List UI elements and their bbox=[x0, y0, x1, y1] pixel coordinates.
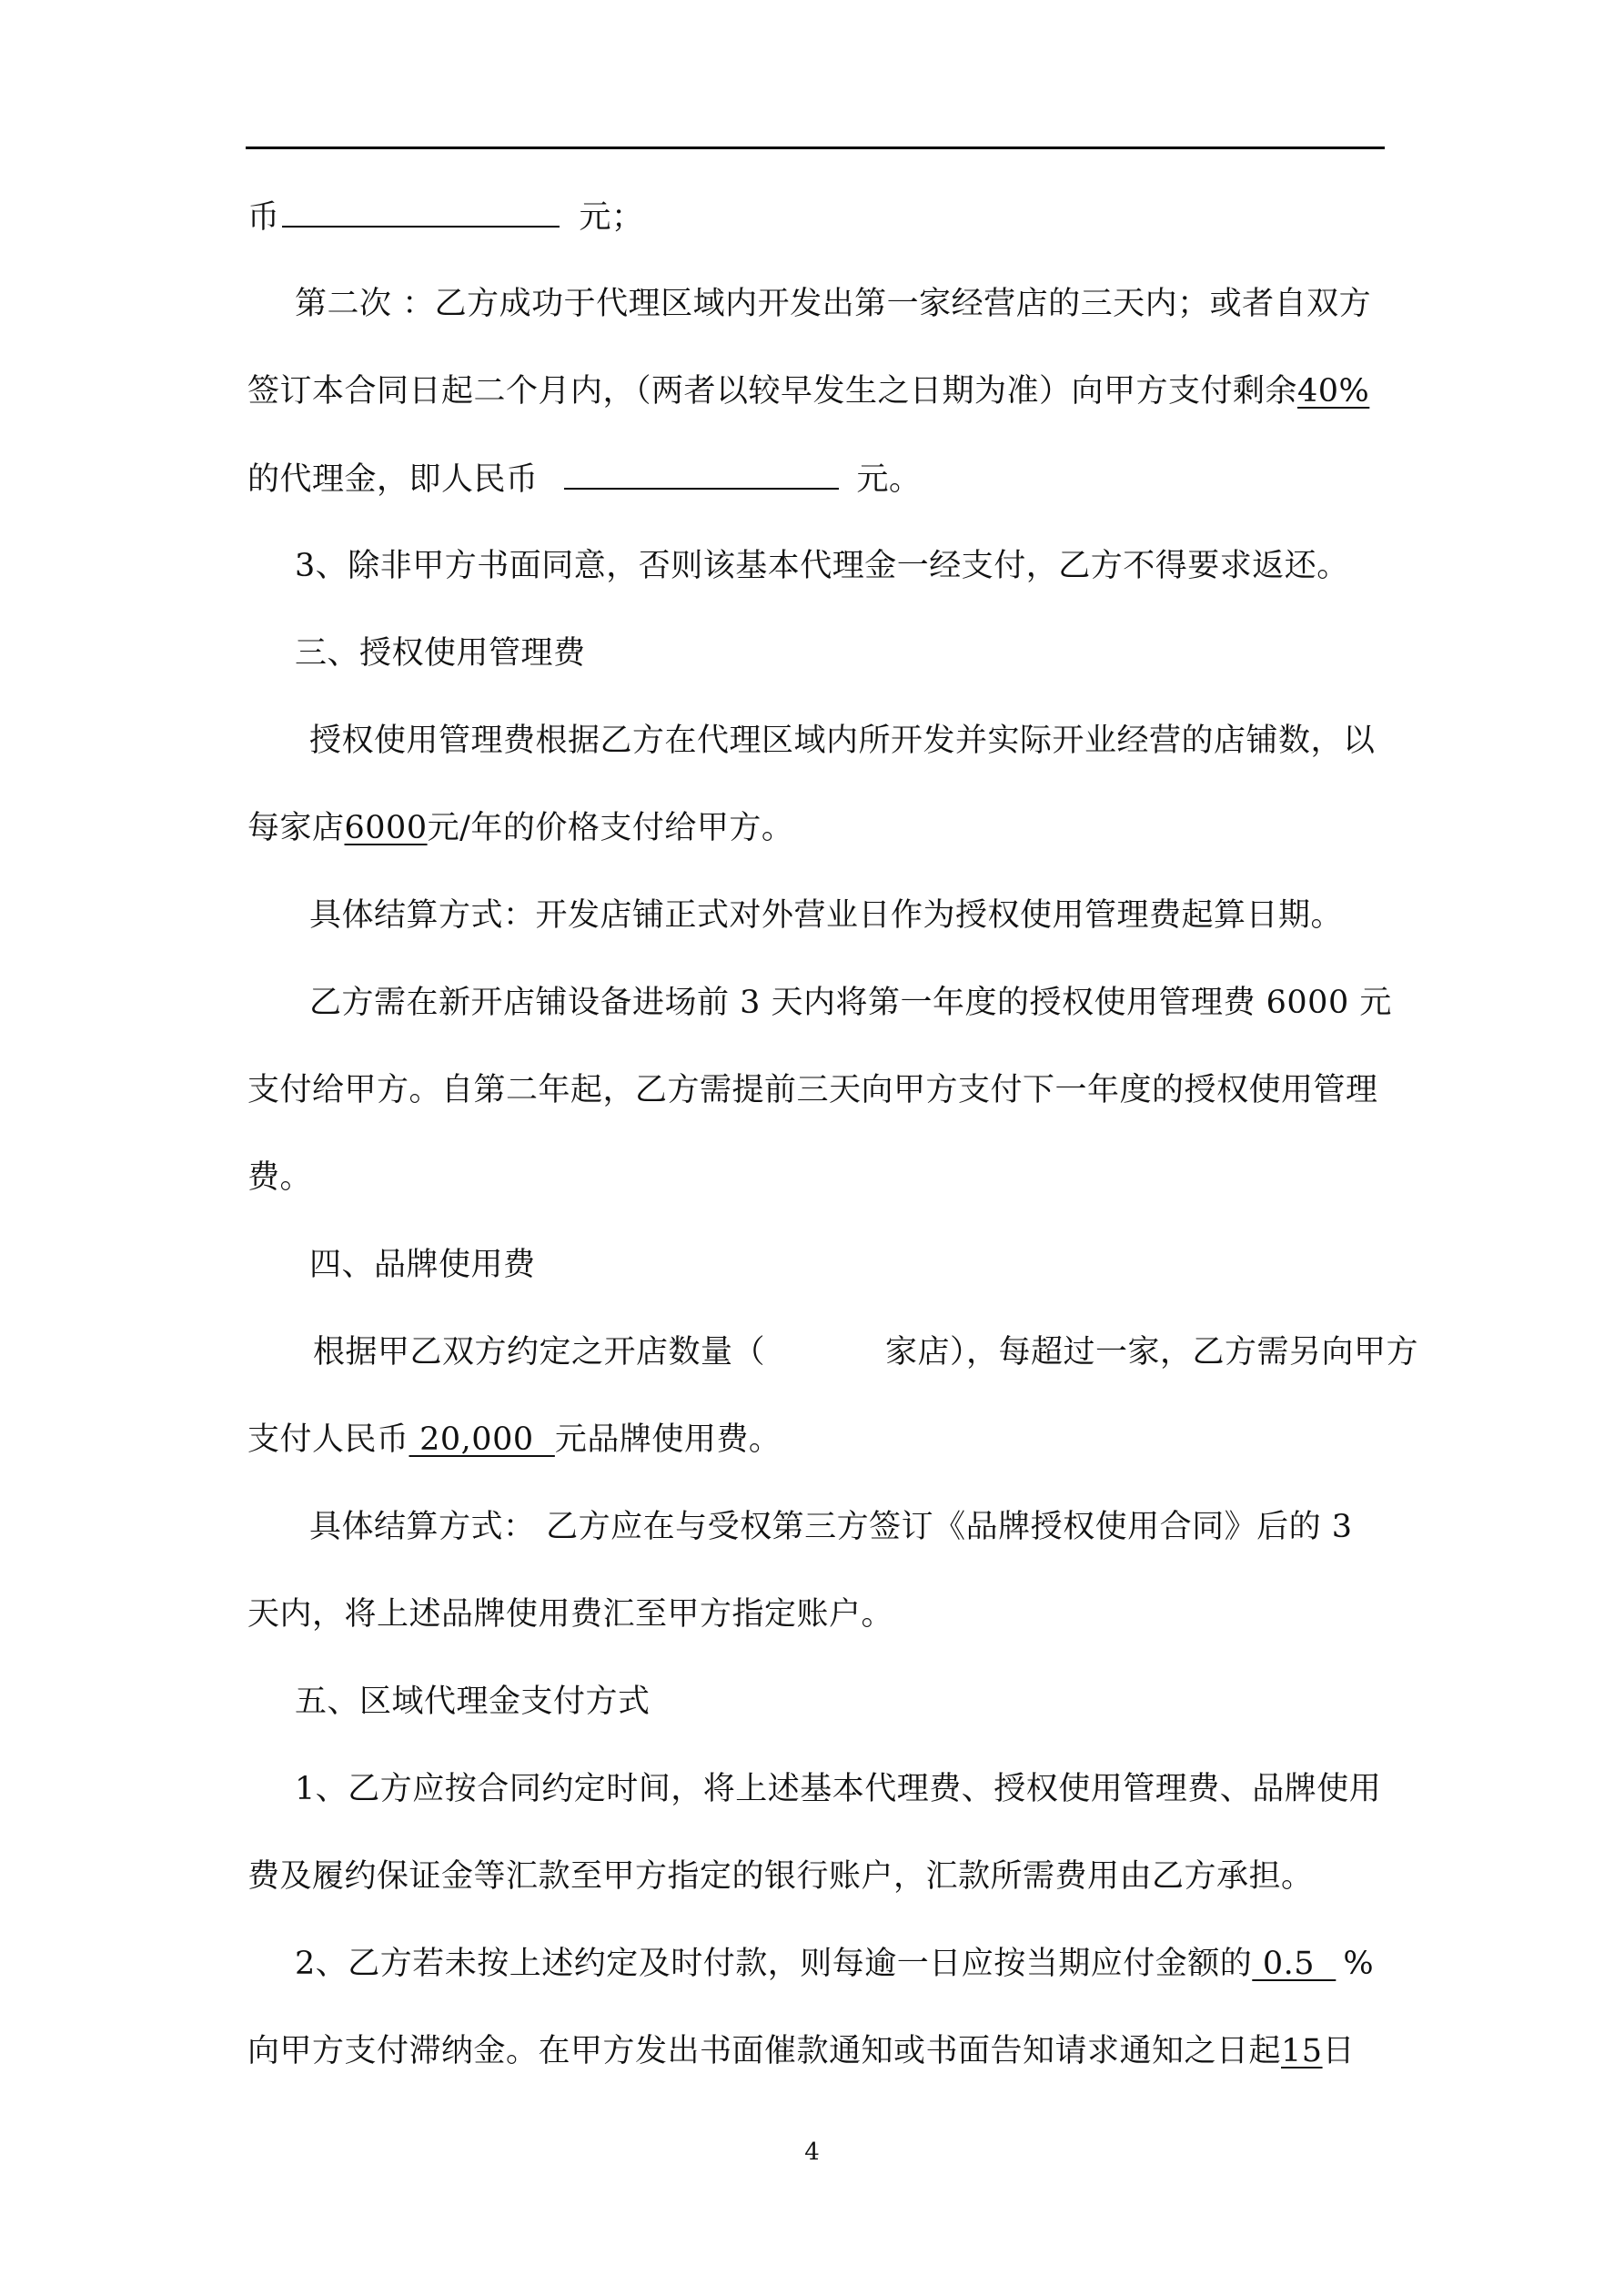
text-segment: 元； bbox=[579, 199, 644, 236]
text-segment: 日 bbox=[1322, 2033, 1356, 2069]
text-segment: 第二次 ：乙方成功于代理区域内开发出第一家经营店的三天内；或者自双方 bbox=[295, 286, 1372, 322]
paragraph-line bbox=[247, 1068, 1378, 1112]
fee-value: 20,000 bbox=[409, 1421, 555, 1458]
amount-blank bbox=[282, 195, 560, 228]
paragraph-line bbox=[247, 369, 1369, 413]
paragraph-line bbox=[295, 282, 1371, 326]
percentage-value: 40% bbox=[1297, 373, 1370, 410]
late-fee-rate: 0.5 bbox=[1252, 1946, 1337, 1982]
page-number: 4 bbox=[804, 2139, 820, 2166]
text-segment: 2、乙方若未按上述约定及时付款，则每逾一日应按当期应付金额的 bbox=[295, 1946, 1253, 1982]
section-heading bbox=[309, 1243, 536, 1287]
text-segment: 每家店 bbox=[247, 810, 345, 846]
heading-text: 三、授权使用管理费 bbox=[295, 635, 586, 672]
text-segment: 币 bbox=[247, 199, 280, 236]
text-segment: 元/年的价格支付给甲方。 bbox=[427, 810, 794, 846]
paragraph-line bbox=[295, 1942, 1374, 1986]
text-segment: 乙方需在新开店铺设备进场前 3 天内将第一年度的授权使用管理费 6000 元 bbox=[309, 985, 1392, 1021]
text-segment: 的代理金，即人民币 bbox=[247, 461, 539, 498]
heading-text: 四、品牌使用费 bbox=[309, 1247, 536, 1283]
section-heading bbox=[295, 632, 586, 675]
paragraph-line bbox=[309, 981, 1392, 1025]
text-segment: 具体结算方式：开发店铺正式对外营业日作为授权使用管理费起算日期。 bbox=[309, 897, 1344, 934]
paragraph-line bbox=[309, 719, 1376, 763]
text-segment: 授权使用管理费根据乙方在代理区域内所开发并实际开业经营的店铺数，以 bbox=[309, 723, 1376, 759]
paragraph-line bbox=[247, 1418, 781, 1462]
paragraph-line bbox=[313, 1330, 1418, 1374]
amount-blank bbox=[564, 457, 839, 490]
text-segment: 具体结算方式： 乙方应在与受权第三方签订《品牌授权使用合同》后的 3 bbox=[309, 1509, 1353, 1545]
text-segment: 根据甲乙双方约定之开店数量（ bbox=[313, 1334, 766, 1371]
paragraph-line bbox=[247, 457, 922, 501]
text-segment: % bbox=[1343, 1946, 1375, 1982]
paragraph-line bbox=[247, 1156, 312, 1199]
paragraph-line bbox=[309, 1505, 1353, 1549]
text-segment: 元品牌使用费。 bbox=[554, 1421, 782, 1458]
text-segment: 1、乙方应按合同约定时间，将上述基本代理费、授权使用管理费、品牌使用 bbox=[295, 1771, 1382, 1807]
text-segment: 费。 bbox=[247, 1159, 313, 1196]
paragraph-line bbox=[247, 1855, 1314, 1898]
text-segment: 3、除非甲方书面同意，否则该基本代理金一经支付，乙方不得要求返还。 bbox=[295, 548, 1349, 584]
paragraph-line bbox=[295, 1767, 1381, 1811]
paragraph-line bbox=[309, 894, 1343, 937]
payment-amount-line bbox=[247, 195, 644, 238]
text-segment: 天内，将上述品牌使用费汇至甲方指定账户。 bbox=[247, 1596, 894, 1633]
text-segment: 支付人民币 bbox=[247, 1421, 409, 1458]
fee-value: 6000 bbox=[344, 810, 428, 846]
heading-text: 五、区域代理金支付方式 bbox=[295, 1684, 651, 1720]
paragraph-line bbox=[295, 544, 1349, 588]
text-segment: 元。 bbox=[856, 461, 922, 498]
days-value: 15 bbox=[1281, 2033, 1323, 2069]
paragraph-line bbox=[247, 1593, 893, 1636]
section-heading bbox=[295, 1680, 651, 1724]
paragraph-line bbox=[247, 2029, 1355, 2073]
text-segment: 支付给甲方。自第二年起，乙方需提前三天向甲方支付下一年度的授权使用管理 bbox=[247, 1072, 1378, 1108]
paragraph-line bbox=[247, 806, 793, 850]
header-rule bbox=[246, 147, 1385, 149]
text-segment: 签订本合同日起二个月内，（两者以较早发生之日期为准）向甲方支付剩余 bbox=[247, 373, 1298, 410]
text-segment: 家店），每超过一家，乙方需另向甲方 bbox=[885, 1334, 1419, 1371]
text-segment: 向甲方支付滞纳金。在甲方发出书面催款通知或书面告知请求通知之日起 bbox=[247, 2033, 1282, 2069]
text-segment: 费及履约保证金等汇款至甲方指定的银行账户，汇款所需费用由乙方承担。 bbox=[247, 1858, 1314, 1895]
